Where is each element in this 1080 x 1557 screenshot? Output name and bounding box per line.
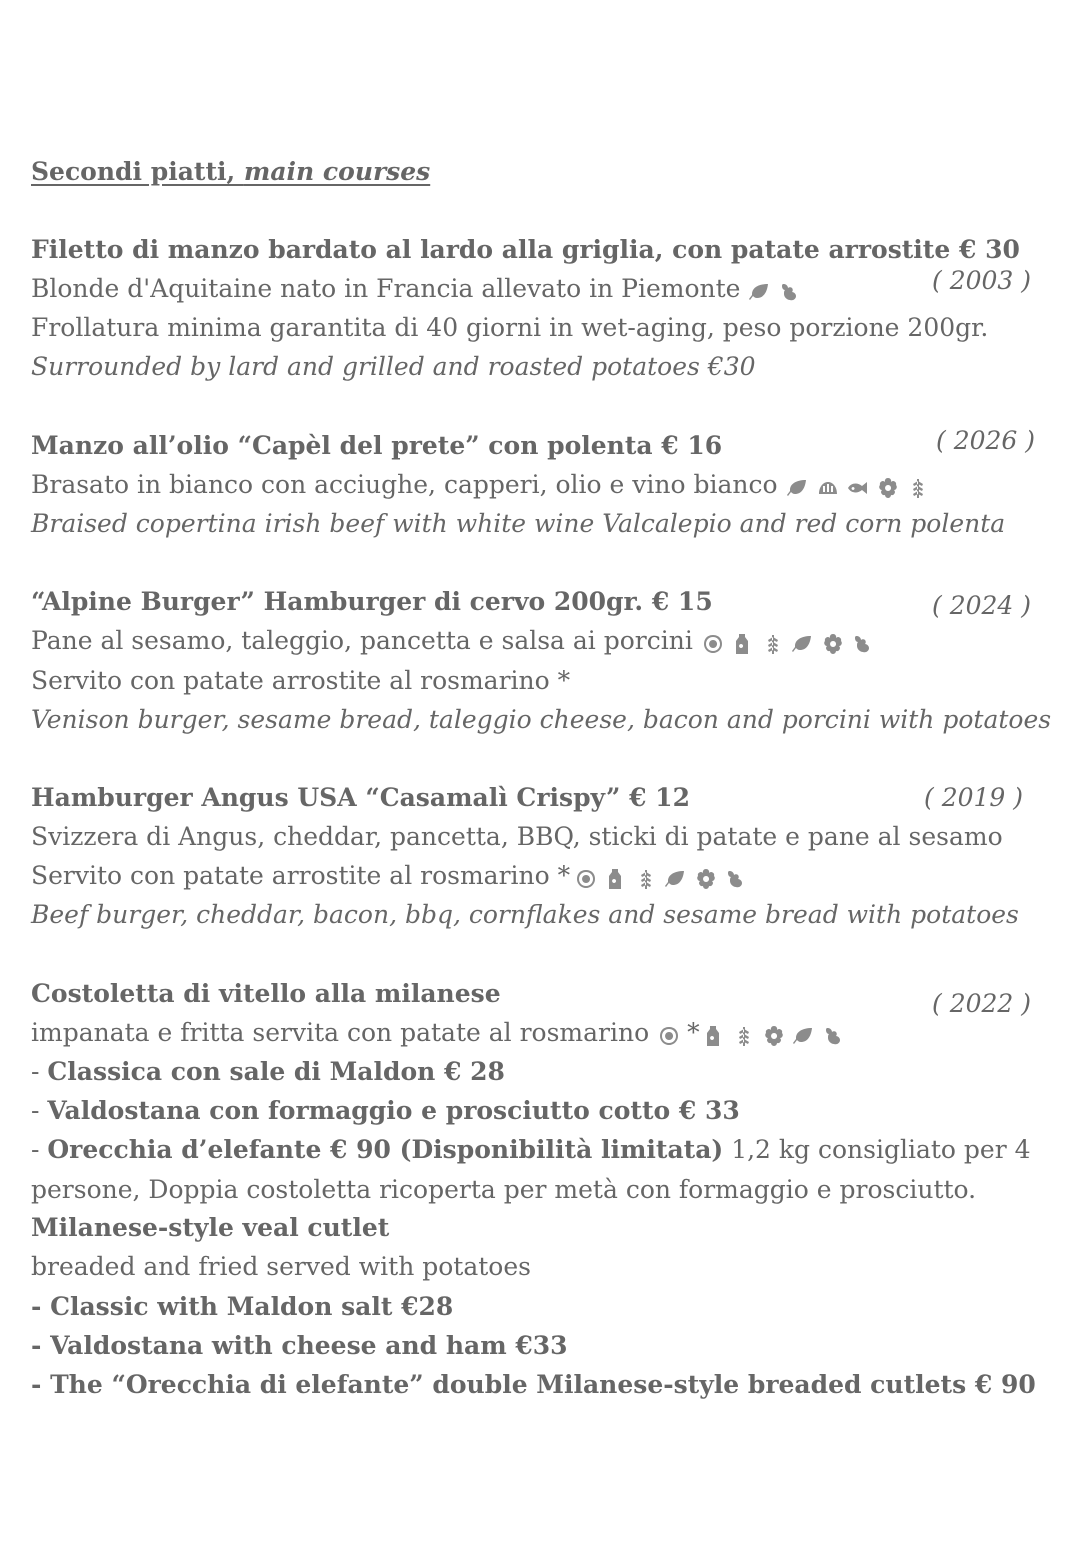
celery-icon <box>822 1024 846 1048</box>
section-heading <box>31 156 430 188</box>
dish-year: ( 2022 ) <box>932 989 1032 1018</box>
dish-year: ( 2026 ) <box>936 426 1036 455</box>
dish-description-text: Servito con patate arrostite al rosmarino * <box>31 861 571 890</box>
leaf-icon <box>748 280 772 304</box>
fish-icon <box>846 476 870 500</box>
dish-year: ( 2003 ) <box>932 266 1032 295</box>
dish-option <box>31 1056 505 1088</box>
dish-description: Svizzera di Angus, cheddar, pancetta, BBQ, sticki di patate e pane al sesamo <box>31 822 1003 851</box>
egg-icon <box>657 1024 681 1048</box>
dish-title: Costoletta di vitello alla milanese <box>31 979 501 1008</box>
leaf-icon <box>792 1024 816 1048</box>
dish-description-text: Brasato in bianco con acciughe, capperi, olio e vino bianco <box>31 470 778 499</box>
dish-title: “Alpine Burger” Hamburger di cervo 200gr. € 15 <box>31 587 713 616</box>
dish-title: Filetto di manzo bardato al lardo alla griglia, con patate arrostite € 30 <box>31 235 1020 264</box>
dish-description <box>31 625 881 659</box>
dish-english: Beef burger, cheddar, bacon, bbq, cornflakes and sesame bread with potatoes <box>31 900 1019 929</box>
dish-description: Servito con patate arrostite al rosmarino * <box>31 666 571 695</box>
allergen-icons <box>657 1019 687 1051</box>
shellfish-icon <box>816 476 840 500</box>
heading-english: main courses <box>243 157 431 186</box>
option-label: Orecchia d’elefante € 90 (Disponibilità limitata) <box>47 1135 724 1164</box>
option-dash: - <box>31 1096 48 1125</box>
english-option: - Classic with Maldon salt €28 <box>31 1292 454 1321</box>
dish-description: Frollatura minima garantita di 40 giorni in wet-aging, peso porzione 200gr. <box>31 313 989 342</box>
celery-icon <box>724 867 748 891</box>
option-label: Classica con sale di Maldon € 28 <box>47 1057 505 1086</box>
allergen-icons <box>702 1019 852 1051</box>
dish-english: Surrounded by lard and grilled and roasted potatoes €30 <box>31 352 756 381</box>
dish-description-text: impanata e fritta servita con patate al rosmarino <box>31 1018 650 1047</box>
egg-icon <box>574 867 598 891</box>
flower-icon <box>694 867 718 891</box>
flower-icon <box>762 1024 786 1048</box>
wheat-icon <box>732 1024 756 1048</box>
dish-option <box>31 1134 1031 1166</box>
option-dash: - <box>31 1135 48 1164</box>
dish-description-text: Pane al sesamo, taleggio, pancetta e salsa ai porcini <box>31 626 693 655</box>
heading-italian: Secondi piatti, <box>31 157 244 186</box>
dish-description-text: Blonde d'Aquitaine nato in Francia allevato in Piemonte <box>31 274 741 303</box>
dish-description <box>31 860 754 894</box>
milk-icon <box>731 632 755 656</box>
english-description: breaded and fried served with potatoes <box>31 1252 531 1281</box>
wheat-icon <box>761 632 785 656</box>
option-label: Valdostana con formaggio e prosciutto cotto € 33 <box>47 1096 740 1125</box>
dish-option-continued: persone, Doppia costoletta ricoperta per metà con formaggio e prosciutto. <box>31 1175 977 1204</box>
flower-icon <box>876 476 900 500</box>
dish-english: Braised copertina irish beef with white wine Valcalepio and red corn polenta <box>31 509 1006 538</box>
leaf-icon <box>786 476 810 500</box>
dish-title: Manzo all’olio “Capèl del prete” con polenta € 16 <box>31 431 723 460</box>
dish-title: Hamburger Angus USA “Casamalì Crispy” € 12 <box>31 783 690 812</box>
dish-year: ( 2019 ) <box>924 783 1024 812</box>
dish-option <box>31 1095 740 1127</box>
wheat-icon <box>634 867 658 891</box>
asterisk-mark: * <box>687 1018 700 1047</box>
allergen-icons <box>748 275 808 307</box>
dish-english: Venison burger, sesame bread, taleggio cheese, bacon and porcini with potatoes <box>31 705 1052 734</box>
dish-description <box>31 1017 852 1051</box>
dish-description <box>31 273 808 307</box>
allergen-icons <box>574 862 754 894</box>
flower-icon <box>821 632 845 656</box>
option-dash: - <box>31 1057 48 1086</box>
english-option: - The “Orecchia di elefante” double Milanese-style breaded cutlets € 90 <box>31 1370 1036 1399</box>
wheat-icon <box>906 476 930 500</box>
english-option: - Valdostana with cheese and ham €33 <box>31 1331 568 1360</box>
allergen-icons <box>701 627 881 659</box>
celery-icon <box>778 280 802 304</box>
option-note: 1,2 kg consigliato per 4 <box>723 1135 1031 1164</box>
celery-icon <box>851 632 875 656</box>
egg-icon <box>701 632 725 656</box>
allergen-icons <box>786 471 936 503</box>
dish-description <box>31 469 936 503</box>
dish-year: ( 2024 ) <box>932 591 1032 620</box>
milk-icon <box>702 1024 726 1048</box>
leaf-icon <box>791 632 815 656</box>
milk-icon <box>604 867 628 891</box>
english-title: Milanese-style veal cutlet <box>31 1213 390 1242</box>
leaf-icon <box>664 867 688 891</box>
